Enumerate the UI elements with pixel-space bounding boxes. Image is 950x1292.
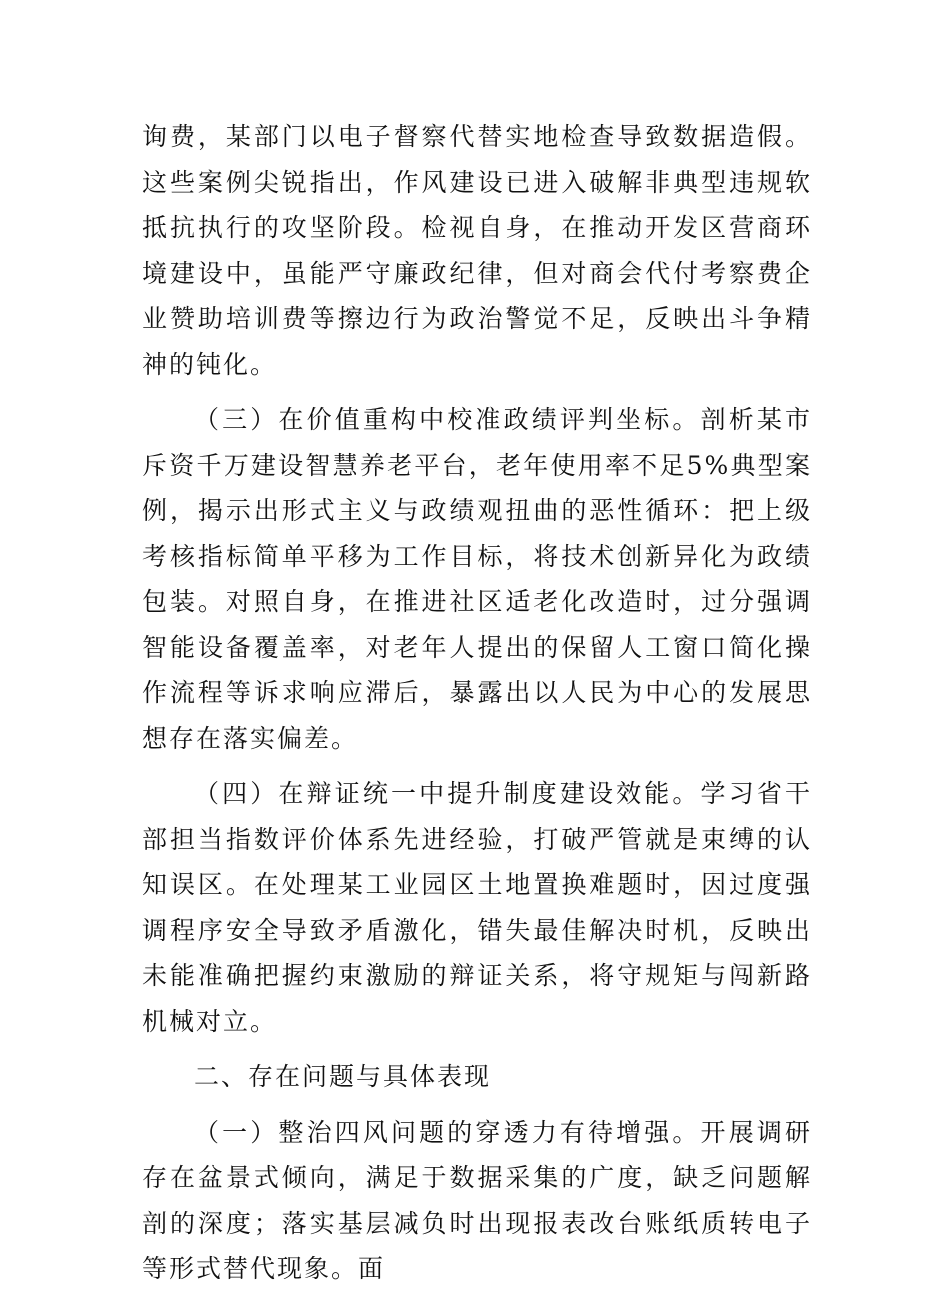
paragraph-section-4: （四）在辩证统一中提升制度建设效能。学习省干部担当指数评价体系先进经验，打破严管就是束缚的认知误区。在处理某工业园区土地置换难题时，因过度强调程序安全导致矛盾激化，错失最佳解决时机，反映出未能准确把握约束激励的辩证关系，将守规矩与闯新路机械对立。 xyxy=(142,779,812,1036)
paragraph-section-3: （三）在价值重构中校准政绩评判坐标。剖析某市斥资千万建设智慧养老平台，老年使用率不足5%典型案例，揭示出形式主义与政绩观扭曲的恶性循环：把上级考核指标简单平移为工作目标，将技术创新异化为政绩包装。对照自身，在推进社区适老化改造时，过分强调智能设备覆盖率，对老年人提出的保留人工窗口简化操作流程等诉求响应滞后，暴露出以人民为中心的发展思想存在落实偏差。 xyxy=(142,405,812,753)
paragraph-problem-1: （一）整治四风问题的穿透力有待增强。开展调研存在盆景式倾向，满足于数据采集的广度，缺乏问题解剖的深度；落实基层减负时出现报表改台账纸质转电子等形式替代现象。面 xyxy=(142,1117,812,1283)
section-heading-problems: 二、存在问题与具体表现 xyxy=(194,1062,492,1091)
document-body xyxy=(142,114,812,1292)
paragraph-continuation: 询费，某部门以电子督察代替实地检查导致数据造假。这些案例尖锐指出，作风建设已进入破解非典型违规软抵抗执行的攻坚阶段。检视自身，在推动开发区营商环境建设中，虽能严守廉政纪律，但对商会代付考察费企业赞助培训费等擦边行为政治警觉不足，反映出斗争精神的钝化。 xyxy=(142,122,812,379)
